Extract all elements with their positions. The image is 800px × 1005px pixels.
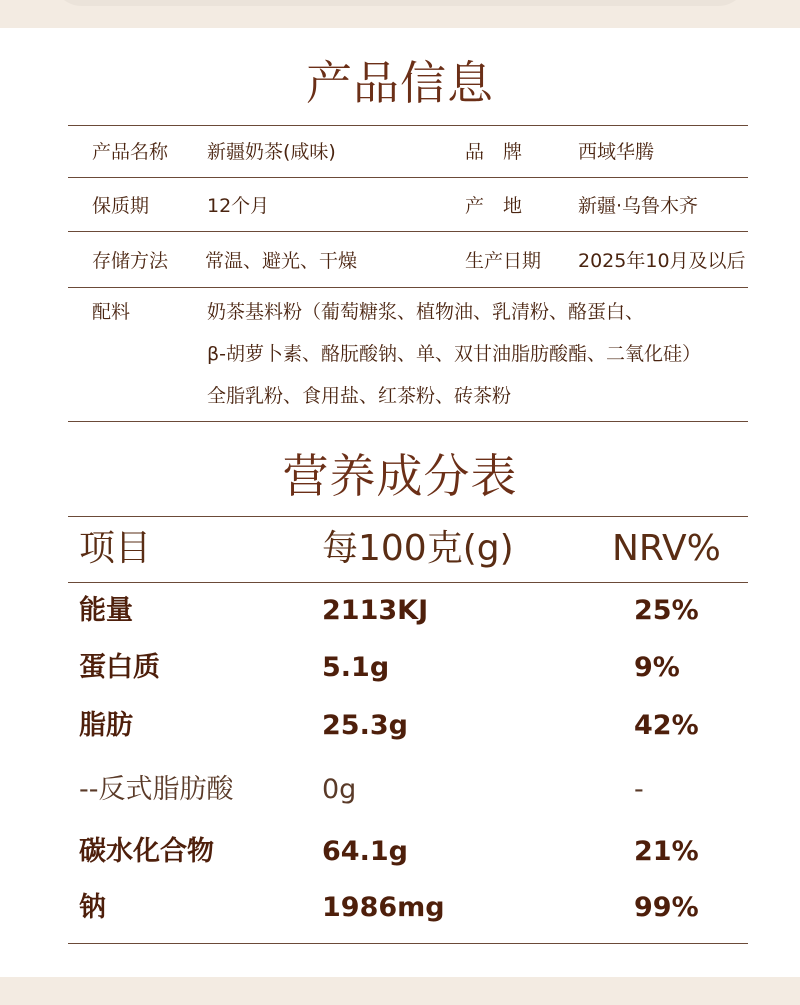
divider — [68, 125, 748, 126]
divider — [68, 231, 748, 232]
info-value: 西域华腾 — [578, 141, 655, 163]
nutrition-title: 营养成分表 — [282, 449, 518, 503]
nutrient-amount: 64.1g — [322, 836, 408, 867]
info-label: 保质期 — [92, 195, 150, 217]
nutrient-amount: 1986mg — [322, 892, 445, 923]
nutrient-amount: 5.1g — [322, 652, 390, 683]
divider — [68, 516, 748, 517]
divider — [68, 177, 748, 178]
divider — [68, 582, 748, 583]
nutrient-name: 钠 — [79, 892, 106, 923]
nutrient-name: --反式脂肪酸 — [79, 774, 234, 805]
nutrient-name: 能量 — [79, 595, 133, 626]
nutrient-amount: 25.3g — [322, 710, 408, 741]
top-decor-band — [0, 0, 800, 28]
nutrient-amount: 0g — [322, 774, 357, 805]
divider — [68, 421, 748, 422]
nutrient-amount: 2113KJ — [322, 595, 429, 626]
info-value: 新疆·乌鲁木齐 — [578, 195, 699, 217]
ingredients-line: 全脂乳粉、食用盐、红茶粉、砖茶粉 — [207, 385, 512, 407]
info-label: 存储方法 — [92, 250, 169, 272]
nutrient-nrv: 9% — [634, 652, 680, 683]
info-value: 新疆奶茶(咸味) — [207, 141, 336, 163]
info-label: 产 地 — [465, 195, 523, 217]
product-info-title: 产品信息 — [306, 56, 494, 110]
ingredients-line: β-胡萝卜素、酪朊酸钠、单、双甘油脂肪酸酯、二氧化硅） — [207, 343, 701, 365]
info-value: 常温、避光、干燥 — [205, 250, 358, 272]
ingredients-label: 配料 — [92, 301, 131, 323]
nutrient-nrv: - — [634, 774, 644, 805]
info-label: 生产日期 — [465, 250, 542, 272]
nutrient-nrv: 21% — [634, 836, 699, 867]
header-per100: 每100克(g) — [322, 528, 514, 569]
info-label: 品 牌 — [465, 141, 523, 163]
header-item: 项目 — [79, 528, 152, 569]
nutrient-nrv: 42% — [634, 710, 699, 741]
divider — [68, 287, 748, 288]
info-value: 12个月 — [207, 195, 270, 217]
bottom-decor-band — [0, 977, 800, 1005]
nutrient-nrv: 25% — [634, 595, 699, 626]
nutrient-nrv: 99% — [634, 892, 699, 923]
info-value: 2025年10月及以后 — [578, 250, 746, 272]
info-label: 产品名称 — [92, 141, 169, 163]
header-nrv: NRV% — [612, 528, 721, 569]
nutrient-name: 碳水化合物 — [79, 836, 214, 867]
nutrient-name: 蛋白质 — [79, 652, 160, 683]
top-card-edge — [52, 0, 748, 6]
divider — [68, 943, 748, 944]
nutrient-name: 脂肪 — [79, 710, 133, 741]
ingredients-line: 奶茶基料粉（葡萄糖浆、植物油、乳清粉、酪蛋白、 — [207, 301, 645, 323]
